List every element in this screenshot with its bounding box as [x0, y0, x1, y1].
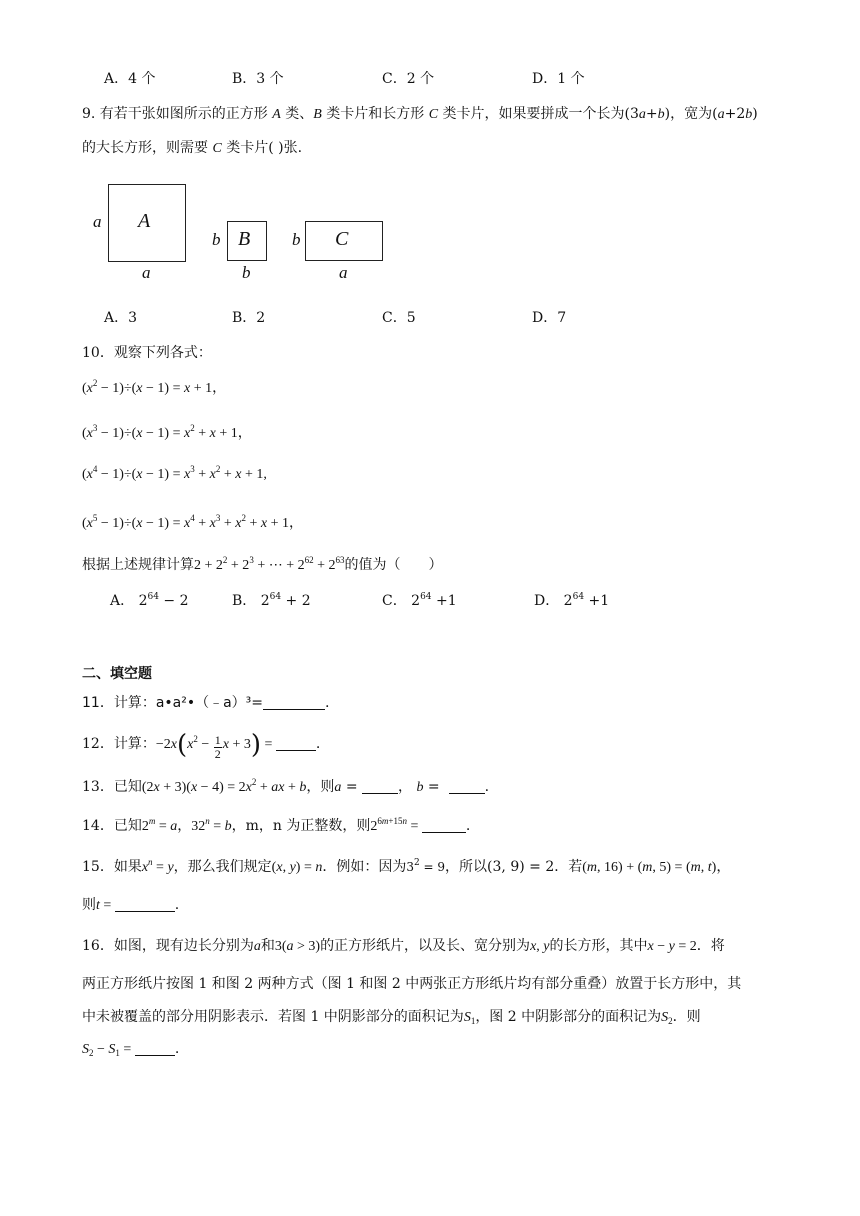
card-a-bottom-label: a [142, 263, 151, 282]
card-b-side-label: b [212, 230, 221, 249]
q10-intro: 10．观察下列各式： [82, 345, 212, 361]
q8-option-a: A．4 个 [104, 71, 156, 87]
card-a-letter: A [138, 210, 151, 232]
q14: 14．已知$2^m = a$，$32^n = b$，m，n 为正整数，则$2^{6m+15n}$ = . [82, 816, 471, 834]
q9-line-2: 的大长方形，则需要 C 类卡片( )张. [82, 140, 303, 156]
card-a-side-label: a [93, 212, 102, 231]
q13: 13．已知$(2x + 3)(x - 4) = 2x^2$ + ax + b，则a = ， b = . [82, 777, 490, 795]
card-c-letter: C [335, 228, 349, 250]
card-b-bottom-label: b [242, 263, 251, 282]
q15-line-1: 15．如果$x^n = y$，那么我们规定(x, y) = n．例如：因为$3^2 = 9$，所以(3, 9) = 2．若(m, 16) + (m, 5) = (m, t)， [82, 857, 731, 875]
section-2-title: 二、填空题 [82, 666, 152, 682]
q10-option-d: D． $2^{64} +1$ [534, 592, 610, 609]
card-c-side-label: b [292, 230, 301, 249]
q10-option-c: C． $2^{64} +1$ [382, 592, 457, 609]
q16-line-2: 两正方形纸片按图 1 和图 2 两种方式（图 1 和图 2 中两张正方形纸片均有部分重叠）放置于长方形中，其 [82, 976, 742, 992]
q9-option-a: A．3 [104, 310, 138, 326]
q9-option-d: D．7 [532, 310, 567, 326]
q10-option-b: B． $2^{64} + 2$ [232, 592, 311, 609]
card-c-bottom-label: a [339, 263, 348, 282]
q8-option-d: D．1 个 [532, 71, 585, 87]
q10-formula-1: $(x^2 - 1)\div(x - 1) = x + 1$， [82, 378, 227, 396]
q12: 12．计算：$-2x(x^2$ − $\frac{1}{2}$ x + 3) = . [82, 730, 321, 761]
q10-formula-4: $(x^5 - 1)\div(x - 1) = x^4 + x^3 + x^2 + x + 1$， [82, 513, 303, 531]
q10-option-a: A． $2^{64} - 2$ [110, 592, 189, 609]
q16-line-4: $S_2 - S_1$ = . [82, 1041, 180, 1058]
q10-conclusion: 根据上述规律计算$2 + 2^2 + 2^3$ + ⋯ + $2^{62} + 2^{63}$的值为（ ） [82, 555, 443, 573]
q9-option-b: B．2 [232, 310, 266, 326]
q8-option-b: B．3 个 [232, 71, 284, 87]
q10-formula-3: $(x^4 - 1)\div(x - 1) = x^3 + x^2 + x + 1$, [82, 464, 267, 482]
q8-option-c: C．2 个 [382, 71, 435, 87]
card-b-letter: B [238, 228, 251, 250]
q16-line-3: 中未被覆盖的部分用阴影表示．若图 1 中阴影部分的面积记为$S_1$，图 2 中阴影部分的面积记为$S_2$．则 [82, 1009, 701, 1026]
q9-line-1: 9. 有若干张如图所示的正方形 A 类、B 类卡片和长方形 C 类卡片，如果要拼成一个长为(3a+b)，宽为(a+2b) [82, 106, 758, 122]
q10-formula-2: $(x^3 - 1)\div(x - 1) = x^2 + x + 1$， [82, 423, 252, 441]
q16-line-1: 16．如图，现有边长分别为a和3(a > 3)的正方形纸片，以及长、宽分别为x, y的长方形，其中x − y = 2．将 [82, 938, 725, 954]
q9-option-c: C．5 [382, 310, 416, 326]
q15-line-2: 则t = . [82, 897, 180, 913]
q11: 11．计算：a•a²•（﹣a）³= . [82, 695, 330, 711]
